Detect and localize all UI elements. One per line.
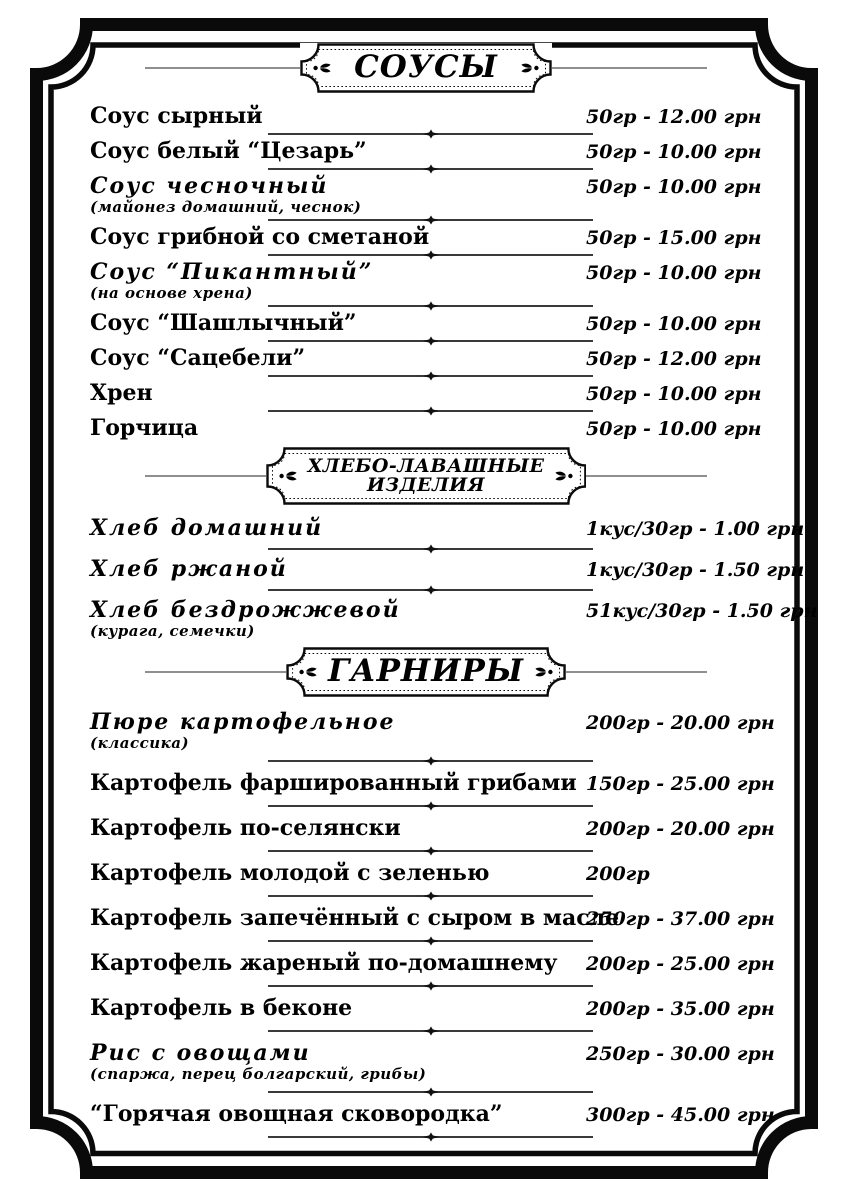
item-name: Соус “Сацебели”	[90, 345, 306, 371]
fleuron-right-icon	[533, 666, 553, 678]
item-price: 150гр - 25.00 грн	[586, 773, 775, 795]
four-point-star-icon	[423, 251, 439, 260]
section-title-line: ИЗДЕЛИЯ	[366, 474, 486, 496]
section-title	[354, 49, 498, 86]
menu-item	[90, 137, 762, 166]
item-name: Соус сырный	[90, 103, 263, 129]
menu-item	[90, 1098, 775, 1131]
four-point-star-icon	[423, 802, 439, 811]
menu-item	[90, 767, 775, 800]
item-text-block	[90, 996, 586, 1021]
item-price: 200гр - 25.00 грн	[586, 953, 775, 975]
item-description: (на основе хрена)	[90, 284, 253, 302]
menu-item	[90, 344, 762, 373]
four-point-star-icon	[423, 302, 439, 311]
menu-item	[90, 554, 805, 585]
section-header	[90, 443, 762, 509]
item-divider	[268, 373, 593, 379]
fleuron-right-icon	[519, 62, 539, 74]
section-title-plaque	[286, 647, 566, 697]
section-title-line: ГАРНИРЫ	[327, 653, 525, 690]
item-name: Картофель молодой с зеленью	[90, 860, 490, 886]
item-price: 250гр - 37.00 грн	[586, 908, 775, 930]
item-name: Соус “Пикантный”	[90, 259, 374, 285]
four-point-star-icon	[423, 337, 439, 346]
menu-item	[90, 258, 762, 303]
item-divider	[268, 338, 593, 344]
item-description: (классика)	[90, 734, 190, 752]
item-text-block	[90, 346, 586, 371]
item-name: Соус “Шашлычный”	[90, 310, 357, 336]
item-name: Картофель жареный по-домашнему	[90, 950, 558, 976]
item-divider	[268, 938, 593, 944]
item-price: 50гр - 12.00 грн	[586, 106, 762, 128]
menu-item	[90, 513, 805, 544]
item-price: 50гр - 10.00 грн	[586, 262, 762, 284]
item-text-block	[90, 174, 586, 215]
menu-item	[90, 379, 762, 408]
item-text-block	[90, 1102, 586, 1127]
section-header	[90, 38, 762, 98]
item-text-block	[90, 416, 586, 441]
menu-item	[90, 857, 762, 890]
item-description: (спаржа, перец болгарский, грибы)	[90, 1065, 427, 1083]
item-divider	[268, 303, 593, 309]
menu-item	[90, 902, 775, 935]
item-name: Рис с овощами	[90, 1040, 311, 1066]
four-point-star-icon	[423, 586, 439, 595]
section-items	[90, 706, 775, 1140]
item-text-block	[90, 710, 586, 751]
item-name: Хлеб домашний	[90, 515, 324, 541]
item-description: (майонез домашний, чеснок)	[90, 198, 362, 216]
item-divider	[268, 217, 593, 223]
item-divider	[268, 758, 593, 764]
section-title-plaque	[300, 43, 552, 93]
menu-content	[90, 38, 818, 1143]
fleuron-left-icon	[279, 470, 299, 482]
four-point-star-icon	[423, 545, 439, 554]
menu-item	[90, 947, 775, 980]
item-name: Хрен	[90, 380, 153, 406]
item-divider	[268, 131, 593, 137]
fleuron-left-icon	[299, 666, 319, 678]
item-price: 50гр - 12.00 грн	[586, 348, 762, 370]
item-price: 300гр - 45.00 грн	[586, 1104, 775, 1126]
menu-item	[90, 172, 762, 217]
four-point-star-icon	[423, 982, 439, 991]
menu-item	[90, 706, 775, 755]
item-price: 50гр - 10.00 грн	[586, 141, 762, 163]
item-text-block	[90, 381, 586, 406]
menu-item	[90, 992, 775, 1025]
section-title-line: ХЛЕБО-ЛАВАШНЫЕ	[307, 454, 545, 477]
item-description: (курага, семечки)	[90, 622, 255, 640]
item-price: 200гр	[586, 863, 650, 885]
item-text-block	[90, 516, 586, 541]
item-text-block	[90, 861, 586, 886]
item-price: 51кус/30гр - 1.50 грн	[586, 600, 818, 622]
item-divider	[268, 848, 593, 854]
four-point-star-icon	[423, 1027, 439, 1036]
item-name: Картофель в беконе	[90, 995, 353, 1021]
fleuron-left-icon	[313, 62, 333, 74]
four-point-star-icon	[423, 892, 439, 901]
item-text-block	[90, 905, 620, 931]
four-point-star-icon	[423, 407, 439, 416]
item-divider	[268, 546, 593, 552]
item-text-block	[90, 104, 586, 129]
four-point-star-icon	[423, 937, 439, 946]
item-price: 1кус/30гр - 1.00 грн	[586, 518, 805, 540]
item-price: 200гр - 35.00 грн	[586, 998, 775, 1020]
menu-item	[90, 812, 775, 845]
item-name: Пюре картофельное	[90, 709, 396, 735]
item-divider	[268, 1089, 593, 1095]
menu-item	[90, 309, 762, 338]
item-price: 50гр - 10.00 грн	[586, 313, 762, 335]
item-text-block	[90, 1041, 586, 1082]
section-title	[307, 454, 545, 496]
item-name: Картофель по-селянски	[90, 815, 401, 841]
item-text-block	[90, 771, 586, 796]
item-price: 250гр - 30.00 грн	[586, 1043, 775, 1065]
item-text-block	[90, 311, 586, 336]
menu-item	[90, 1037, 775, 1086]
item-text-block	[90, 598, 586, 639]
item-divider	[268, 587, 593, 593]
item-name: Картофель фаршированный грибами	[90, 770, 577, 796]
item-name: Соус чесночный	[90, 173, 329, 199]
menu-item	[90, 595, 818, 642]
item-name: Хлеб бездрожжевой	[90, 597, 401, 623]
item-price: 50гр - 10.00 грн	[586, 418, 762, 440]
item-name: Хлеб ржаной	[90, 556, 288, 582]
item-text-block	[90, 225, 586, 250]
four-point-star-icon	[423, 372, 439, 381]
item-text-block	[90, 139, 586, 164]
four-point-star-icon	[423, 757, 439, 766]
four-point-star-icon	[423, 1088, 439, 1097]
menu-item	[90, 223, 762, 252]
item-name: Картофель запечённый с сыром в масле	[90, 905, 620, 931]
item-name: Соус грибной со сметаной	[90, 224, 430, 250]
item-text-block	[90, 951, 586, 976]
item-text-block	[90, 260, 586, 301]
section-title-line: СОУСЫ	[354, 49, 498, 86]
section-header	[90, 642, 762, 702]
item-divider	[268, 408, 593, 414]
item-divider	[268, 1028, 593, 1034]
four-point-star-icon	[423, 165, 439, 174]
item-name: Горчица	[90, 415, 199, 441]
item-divider	[268, 893, 593, 899]
item-price: 50гр - 10.00 грн	[586, 176, 762, 198]
section-title	[327, 653, 525, 690]
fleuron-right-icon	[553, 470, 573, 482]
item-price: 1кус/30гр - 1.50 грн	[586, 559, 805, 581]
menu-item	[90, 102, 762, 131]
item-divider	[268, 803, 593, 809]
section-title-plaque	[266, 447, 587, 505]
item-divider	[268, 252, 593, 258]
item-name: Соус белый “Цезарь”	[90, 138, 367, 164]
section-items	[90, 513, 818, 642]
section-items	[90, 102, 762, 443]
item-text-block	[90, 816, 586, 841]
item-divider	[268, 983, 593, 989]
item-divider	[268, 1134, 593, 1140]
four-point-star-icon	[423, 130, 439, 139]
menu-item	[90, 414, 762, 443]
item-price: 200гр - 20.00 грн	[586, 818, 775, 840]
item-name: “Горячая овощная сковородка”	[90, 1101, 503, 1127]
four-point-star-icon	[423, 847, 439, 856]
four-point-star-icon	[423, 1133, 439, 1142]
item-price: 200гр - 20.00 грн	[586, 712, 775, 734]
four-point-star-icon	[423, 216, 439, 225]
item-text-block	[90, 557, 586, 582]
item-price: 50гр - 10.00 грн	[586, 383, 762, 405]
item-divider	[268, 166, 593, 172]
item-price: 50гр - 15.00 грн	[586, 227, 762, 249]
